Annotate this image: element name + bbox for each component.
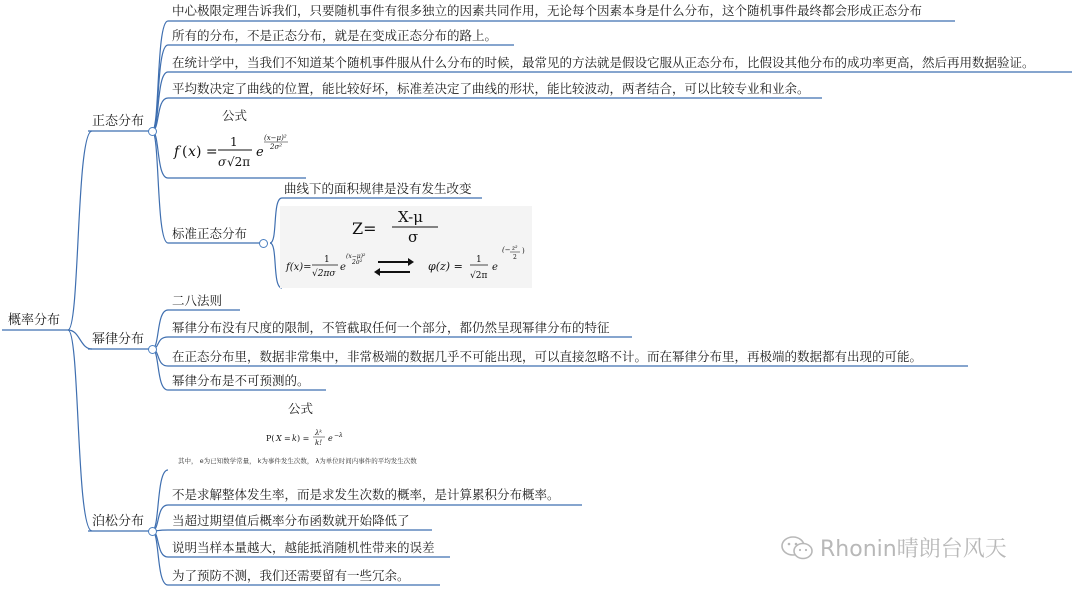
collapse-toggle-icon[interactable]: [259, 239, 268, 248]
collapse-toggle-icon[interactable]: [148, 345, 157, 354]
normal-leaf-2[interactable]: 所有的分布，不是正态分布，就是在变成正态分布的路上。: [172, 28, 498, 43]
branch-power-law-distribution[interactable]: 幂律分布: [92, 332, 145, 347]
branch-normal-distribution[interactable]: 正态分布: [92, 114, 145, 129]
poisson-leaf-2[interactable]: 当超过期望值后概率分布函数就开始降低了: [172, 513, 410, 528]
standard-normal-note[interactable]: 曲线下的面积规律是没有发生改变: [284, 181, 472, 196]
watermark: [780, 532, 1007, 563]
svg-text:(x−μ)²: (x−μ)²: [346, 253, 366, 260]
svg-text:(: (: [182, 144, 188, 160]
normal-pdf-formula-image: [172, 126, 304, 174]
svg-text:): ): [522, 247, 525, 255]
poisson-leaf-4[interactable]: 为了预防不测，我们还需要留有一些冗余。: [172, 568, 410, 583]
normal-leaf-4[interactable]: 平均数决定了曲线的位置，能比较好坏，标准差决定了曲线的形状，能比较波动，两者结合，可以比较专业和业余。: [172, 81, 810, 96]
svg-text:f(x)=: f(x)=: [286, 262, 312, 273]
svg-text:σ: σ: [218, 155, 227, 169]
power-leaf-4[interactable]: 幂律分布是不可预测的。: [172, 373, 310, 388]
normal-formula-label: 公式: [222, 108, 248, 123]
svg-text:1: 1: [476, 255, 482, 265]
svg-text:√2π: √2π: [227, 155, 251, 169]
svg-text:σ: σ: [408, 228, 419, 246]
collapse-toggle-icon[interactable]: [148, 127, 157, 136]
root-node[interactable]: 概率分布: [8, 313, 61, 328]
standard-normal-formula-image: [280, 206, 532, 288]
svg-text:1: 1: [230, 135, 238, 149]
svg-text:√2π: √2π: [470, 271, 488, 281]
poisson-formula-note: 其中， e为已知数学常量， k为事件发生次数， λ为单位时间内事件的平均发生次数: [178, 457, 417, 465]
svg-text:1: 1: [324, 255, 330, 265]
svg-text:k: k: [292, 434, 297, 443]
svg-text:(x−μ)²: (x−μ)²: [264, 134, 287, 142]
poisson-leaf-3[interactable]: 说明当样本量越大，越能抵消随机性带来的误差: [172, 540, 435, 555]
svg-text:P(: P(: [266, 434, 275, 443]
svg-text:√2πσ: √2πσ: [312, 269, 336, 279]
svg-text:λᵏ: λᵏ: [315, 429, 322, 437]
branch-poisson-distribution[interactable]: 泊松分布: [92, 514, 145, 529]
poisson-pmf-formula-image: [262, 424, 372, 450]
svg-text:e: e: [492, 262, 498, 273]
svg-text:) =: ) =: [196, 144, 218, 160]
svg-text:f: f: [174, 144, 180, 160]
svg-text:φ(z) =: φ(z) =: [428, 260, 463, 273]
svg-text:−λ: −λ: [334, 432, 343, 439]
svg-text:X: X: [276, 434, 282, 443]
power-leaf-2[interactable]: 幂律分布没有尺度的限制，不管截取任何一个部分，都仍然呈现幂律分布的特征: [172, 320, 610, 335]
normal-leaf-3[interactable]: 在统计学中，当我们不知道某个随机事件服从什么分布的时候，最常见的方法就是假设它服从正态分布，比假设其他分布的成功率更高，然后再用数据验证。: [172, 55, 1035, 70]
collapse-toggle-icon[interactable]: [148, 527, 157, 536]
svg-text:2σ²: 2σ²: [352, 259, 363, 266]
power-leaf-3[interactable]: 在正态分布里，数据非常集中，非常极端的数据几乎不可能出现，可以直接忽略不计。而在幂律分布里，再极端的数据都有出现的可能。: [172, 349, 923, 364]
svg-text:e: e: [340, 262, 346, 273]
watermark-text: Rhonin晴朗台风天: [820, 537, 1007, 562]
svg-text:) =: ) =: [297, 434, 310, 443]
svg-text:2σ²: 2σ²: [270, 143, 283, 151]
svg-text:z²: z²: [512, 245, 518, 252]
svg-text:X-μ: X-μ: [398, 208, 423, 226]
svg-text:k!: k!: [315, 439, 323, 447]
power-leaf-1[interactable]: 二八法则: [172, 293, 223, 308]
svg-text:x: x: [188, 144, 196, 160]
poisson-leaf-1[interactable]: 不是求解整体发生率，而是求发生次数的概率，是计算累积分布概率。: [172, 487, 560, 502]
standard-normal-node[interactable]: 标准正态分布: [172, 226, 248, 241]
wechat-icon: [780, 534, 814, 562]
svg-text:2: 2: [513, 254, 517, 261]
svg-text:e: e: [256, 145, 264, 160]
poisson-formula-label: 公式: [288, 401, 314, 416]
svg-text:e: e: [328, 434, 333, 443]
svg-text:(−: (−: [502, 246, 511, 254]
svg-text:Z=: Z=: [352, 219, 377, 238]
normal-leaf-1[interactable]: 中心极限定理告诉我们，只要随机事件有很多独立的因素共同作用，无论每个因素本身是什么分布，这个随机事件最终都会形成正态分布: [172, 3, 923, 18]
svg-text:=: =: [284, 434, 291, 443]
